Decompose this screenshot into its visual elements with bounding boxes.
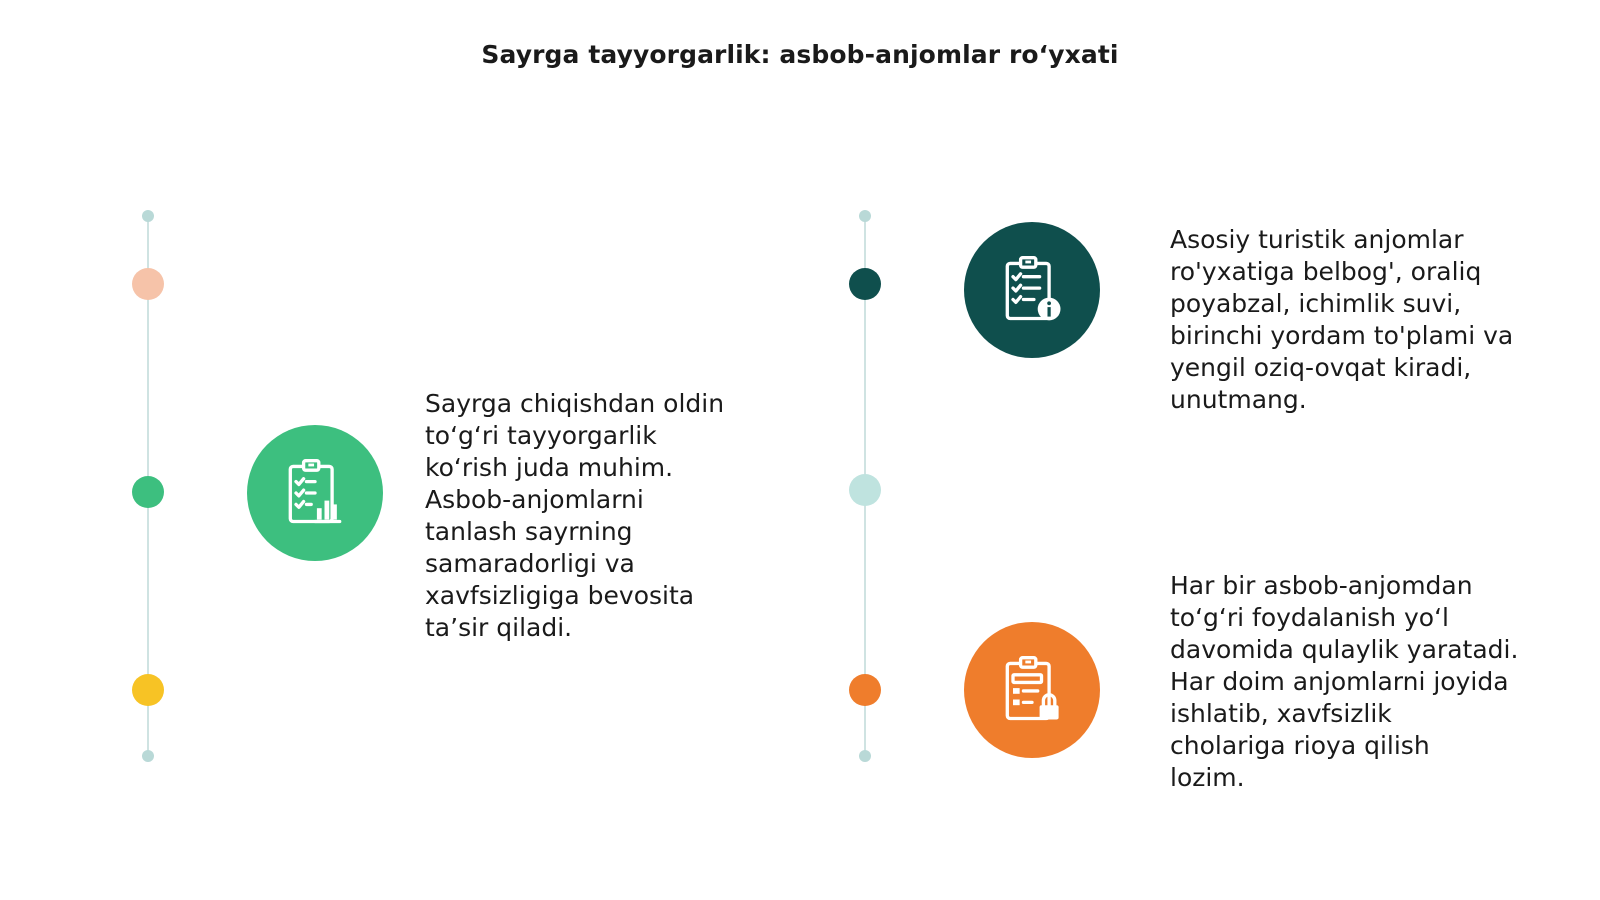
timeline-end-dot [142, 750, 154, 762]
timeline-dot-green [132, 476, 164, 508]
item-1-text: Sayrga chiqishdan oldin to‘g‘ri tayyorgarlik ko‘rish juda muhim. Asbob-anjomlarni tanlash sayrning samaradorligi va xavfsizligiga bevosita ta’sir qiladi. [425, 389, 725, 642]
clipboard-chart-icon [277, 455, 353, 531]
clipboard-lock-icon [994, 652, 1070, 728]
timeline-right [845, 210, 885, 770]
timeline-dot-peach [132, 268, 164, 300]
item-2-text: Asosiy turistik anjomlar ro'yxatiga belbog', oraliq poyabzal, ichimlik suvi, birinchi yordam to'plami va yengil oziq-ovqat kiradi, unutmang. [1170, 225, 1514, 414]
page-title: Sayrga tayyorgarlik: asbob-anjomlar ro‘yxati [481, 40, 1119, 69]
timeline-start-dot [142, 210, 154, 222]
item-2-icon-circle [964, 222, 1100, 358]
item-3-text: Har bir asbob-anjomdan to‘g‘ri foydalanish yo‘l davomida qulaylik yaratadi. Har doim anjomlarni joyida ishlatib, xavfsizlik cholariga rioya qilish lozim. [1170, 571, 1519, 792]
timeline-left [128, 210, 168, 770]
timeline-dot-orange [849, 674, 881, 706]
timeline-end-dot [859, 750, 871, 762]
item-3-icon-circle [964, 622, 1100, 758]
timeline-dot-yellow [132, 674, 164, 706]
timeline-start-dot [859, 210, 871, 222]
item-1-icon-circle [247, 425, 383, 561]
timeline-dot-dark-teal [849, 268, 881, 300]
timeline-dot-mint [849, 474, 881, 506]
clipboard-info-icon [994, 252, 1070, 328]
